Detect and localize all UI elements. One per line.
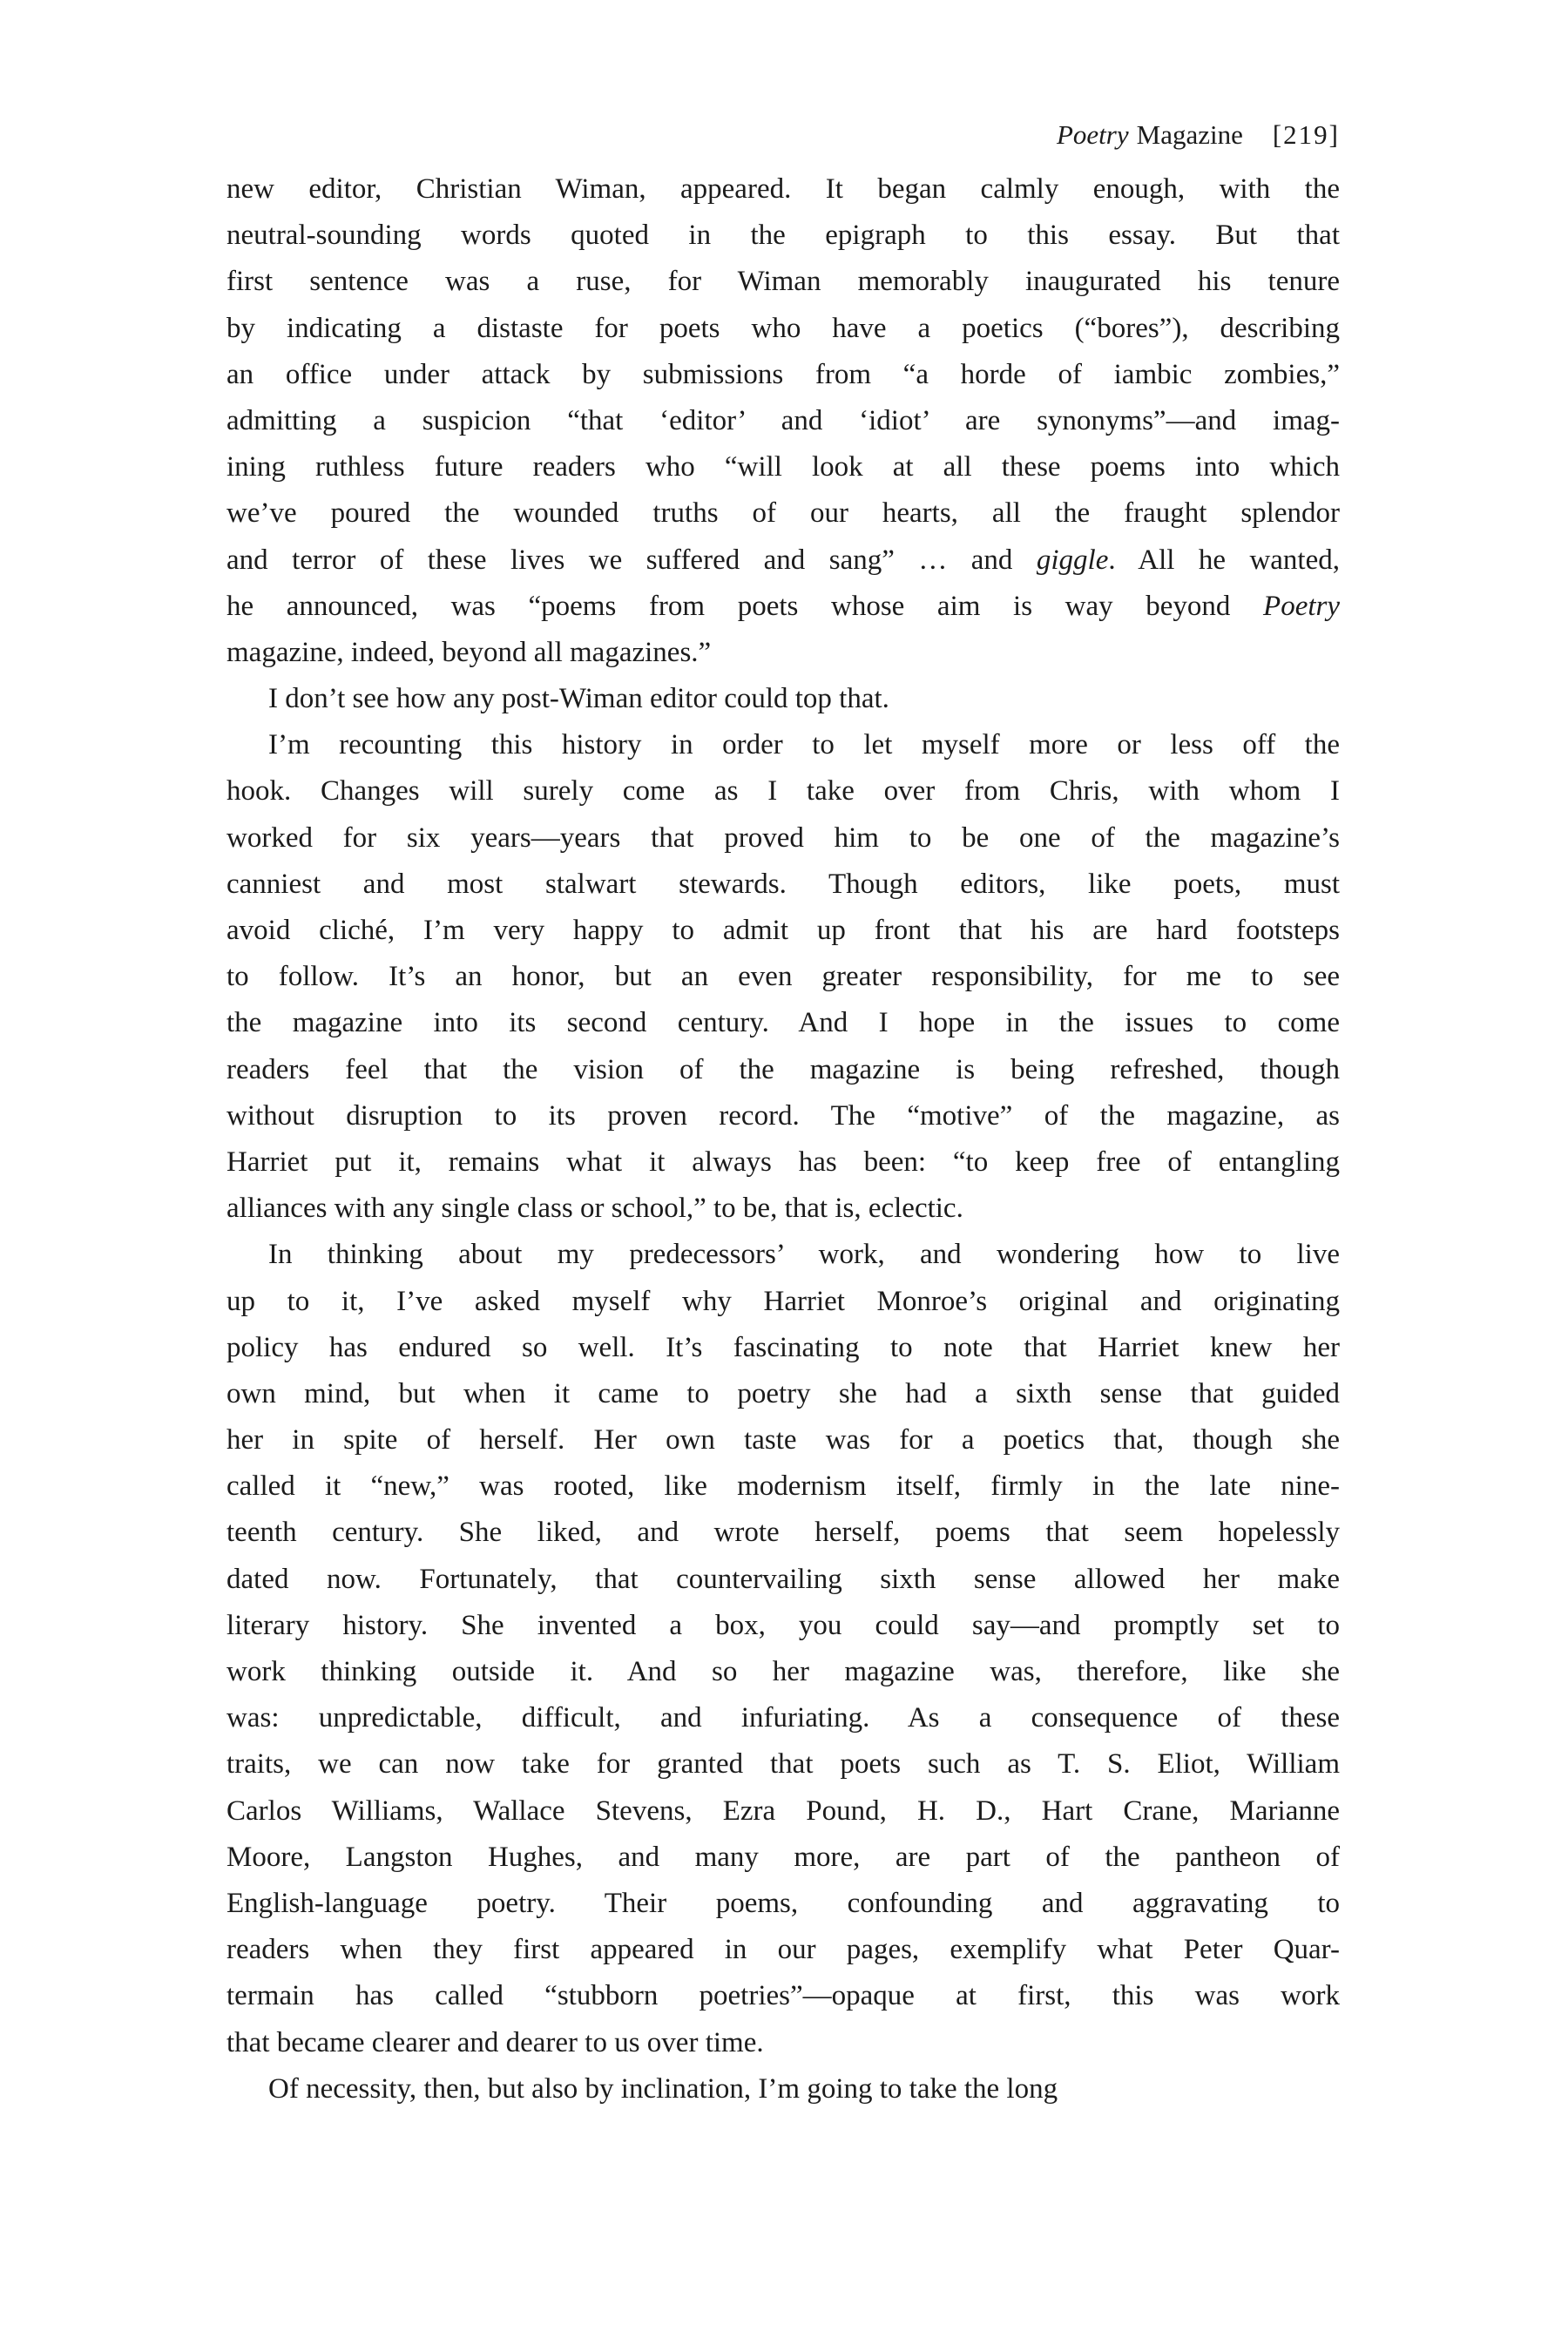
text-run: was: unpredictable, difficult, and infuriating. As a consequence of these bbox=[226, 1702, 1340, 1734]
text-run: policy has endured so well. It’s fascinating to note that Harriet knew her bbox=[226, 1331, 1340, 1363]
text-run: to follow. It’s an honor, but an even greater responsibility, for me to see bbox=[226, 961, 1340, 993]
text-run: termain has called “stubborn poetries”—opaque at first, this was work bbox=[226, 1980, 1340, 2012]
text-run: called it “new,” was rooted, like modernism itself, firmly in the late nine- bbox=[226, 1470, 1340, 1503]
text-line bbox=[226, 954, 1340, 1000]
text-run: English-language poetry. Their poems, confounding and aggravating to bbox=[226, 1887, 1340, 1919]
text-run: magazine, indeed, beyond all magazines.” bbox=[226, 636, 712, 668]
text-run: Of necessity, then, but also by inclination, I’m going to take the long bbox=[268, 2072, 1058, 2105]
text-line bbox=[226, 444, 1340, 490]
text-line bbox=[226, 1973, 1340, 2019]
journal-title: Poetry bbox=[1056, 119, 1129, 150]
text-run: work thinking outside it. And so her magazine was, therefore, like she bbox=[226, 1656, 1340, 1687]
text-run: without disruption to its proven record. The “motive” of the magazine, as bbox=[226, 1099, 1340, 1132]
text-run: that became clearer and dearer to us over time. bbox=[226, 2026, 764, 2058]
text-line bbox=[226, 213, 1340, 259]
text-run: hook. Changes will surely come as I take over from Chris, with whom I bbox=[226, 775, 1340, 808]
running-head bbox=[226, 118, 1340, 152]
text-line bbox=[226, 908, 1340, 954]
text-line bbox=[226, 630, 1340, 676]
text-run: and terror of these lives we suffered and sang” … and bbox=[226, 544, 1037, 576]
text-line bbox=[226, 2066, 1340, 2112]
text-line bbox=[226, 1788, 1340, 1835]
paragraph bbox=[226, 676, 1340, 722]
text-line bbox=[226, 306, 1340, 352]
text-run: avoid cliché, I’m very happy to admit up front that his are hard footsteps bbox=[226, 915, 1340, 946]
text-line bbox=[226, 862, 1340, 908]
text-run: teenth century. She liked, and wrote herself, poems that seem hopelessly bbox=[226, 1517, 1340, 1549]
text-run: new editor, Christian Wiman, appeared. It began calmly enough, with the bbox=[226, 173, 1340, 205]
italic-text-run: Poetry bbox=[1263, 590, 1340, 622]
text-run: worked for six years—years that proved him to be one of the magazine’s bbox=[226, 821, 1340, 854]
text-line bbox=[226, 1510, 1340, 1556]
text-line bbox=[226, 1649, 1340, 1695]
text-line bbox=[226, 1000, 1340, 1046]
text-run: literary history. She invented a box, you could say—and promptly set to bbox=[226, 1609, 1340, 1641]
text-run: we’ve poured the wounded truths of our hearts, all the fraught splendor bbox=[226, 497, 1340, 530]
text-line bbox=[226, 1927, 1340, 1973]
text-line bbox=[226, 490, 1340, 537]
text-line bbox=[226, 1881, 1340, 1927]
text-run: up to it, I’ve asked myself why Harriet Monroe’s original and originating bbox=[226, 1285, 1340, 1317]
text-line bbox=[226, 1093, 1340, 1139]
text-run: dated now. Fortunately, that countervailing sixth sense allowed her make bbox=[226, 1563, 1340, 1595]
text-line bbox=[226, 1741, 1340, 1788]
text-run: readers feel that the vision of the magazine is being refreshed, though bbox=[226, 1053, 1340, 1085]
text-run: the magazine into its second century. And I hope in the issues to come bbox=[226, 1007, 1340, 1039]
text-line bbox=[226, 1232, 1340, 1278]
text-line bbox=[226, 676, 1340, 722]
text-line bbox=[226, 1603, 1340, 1649]
text-run: I don’t see how any post-Wiman editor could top that. bbox=[268, 683, 889, 715]
text-line bbox=[226, 768, 1340, 814]
text-line bbox=[226, 352, 1340, 398]
text-line bbox=[226, 259, 1340, 305]
text-line bbox=[226, 1047, 1340, 1093]
text-line bbox=[226, 584, 1340, 630]
text-run: readers when they first appeared in our pages, exemplify what Peter Quar- bbox=[226, 1934, 1340, 1966]
text-run: Harriet put it, remains what it always has been: “to keep free of entangling bbox=[226, 1146, 1340, 1178]
text-line bbox=[226, 1695, 1340, 1741]
text-line bbox=[226, 537, 1340, 584]
text-run: traits, we can now take for granted that poets such as T. S. Eliot, William bbox=[226, 1748, 1340, 1781]
text-line bbox=[226, 1186, 1340, 1232]
paragraph bbox=[226, 166, 1340, 676]
text-run: . All he wanted, bbox=[1108, 544, 1341, 576]
text-run: ining ruthless future readers who “will look at all these poems into which bbox=[226, 451, 1340, 483]
text-line bbox=[226, 1417, 1340, 1463]
text-run: first sentence was a ruse, for Wiman memorably inaugurated his tenure bbox=[226, 266, 1340, 298]
italic-text-run: giggle bbox=[1036, 544, 1109, 576]
page-number: [219] bbox=[1272, 119, 1340, 150]
running-head-label: Magazine bbox=[1136, 119, 1243, 150]
text-run: he announced, was “poems from poets whose aim is way beyond bbox=[226, 590, 1264, 622]
text-run: I’m recounting this history in order to let myself more or less off the bbox=[268, 729, 1340, 761]
text-line bbox=[226, 1279, 1340, 1325]
text-run: own mind, but when it came to poetry she had a sixth sense that guided bbox=[226, 1377, 1340, 1409]
text-line bbox=[226, 1557, 1340, 1603]
text-run: neutral-sounding words quoted in the epigraph to this essay. But that bbox=[226, 220, 1340, 252]
text-line bbox=[226, 1325, 1340, 1371]
text-line bbox=[226, 1139, 1340, 1186]
text-line bbox=[226, 722, 1340, 768]
text-run: her in spite of herself. Her own taste was for a poetics that, though she bbox=[226, 1424, 1340, 1456]
text-line bbox=[226, 1835, 1340, 1881]
paragraph bbox=[226, 2066, 1340, 2112]
text-line bbox=[226, 1463, 1340, 1510]
paragraph bbox=[226, 722, 1340, 1232]
text-run: In thinking about my predecessors’ work, and wondering how to live bbox=[268, 1239, 1340, 1271]
text-line bbox=[226, 398, 1340, 444]
text-line bbox=[226, 1371, 1340, 1417]
paragraph bbox=[226, 1232, 1340, 2065]
text-run: alliances with any single class or school,” to be, that is, eclectic. bbox=[226, 1193, 963, 1225]
text-run: Moore, Langston Hughes, and many more, are part of the pantheon of bbox=[226, 1841, 1340, 1873]
text-line bbox=[226, 166, 1340, 213]
text-run: admitting a suspicion “that ‘editor’ and ‘idiot’ are synonyms”—and imag- bbox=[226, 404, 1340, 436]
text-run: Carlos Williams, Wallace Stevens, Ezra Pound, H. D., Hart Crane, Marianne bbox=[226, 1794, 1340, 1827]
text-run: canniest and most stalwart stewards. Though editors, like poets, must bbox=[226, 868, 1340, 900]
text-line bbox=[226, 815, 1340, 862]
text-line bbox=[226, 2020, 1340, 2066]
text-block bbox=[226, 166, 1340, 2112]
text-run: an office under attack by submissions from “a horde of iambic zombies,” bbox=[226, 358, 1340, 390]
text-run: by indicating a distaste for poets who have a poetics (“bores”), describing bbox=[226, 312, 1340, 344]
